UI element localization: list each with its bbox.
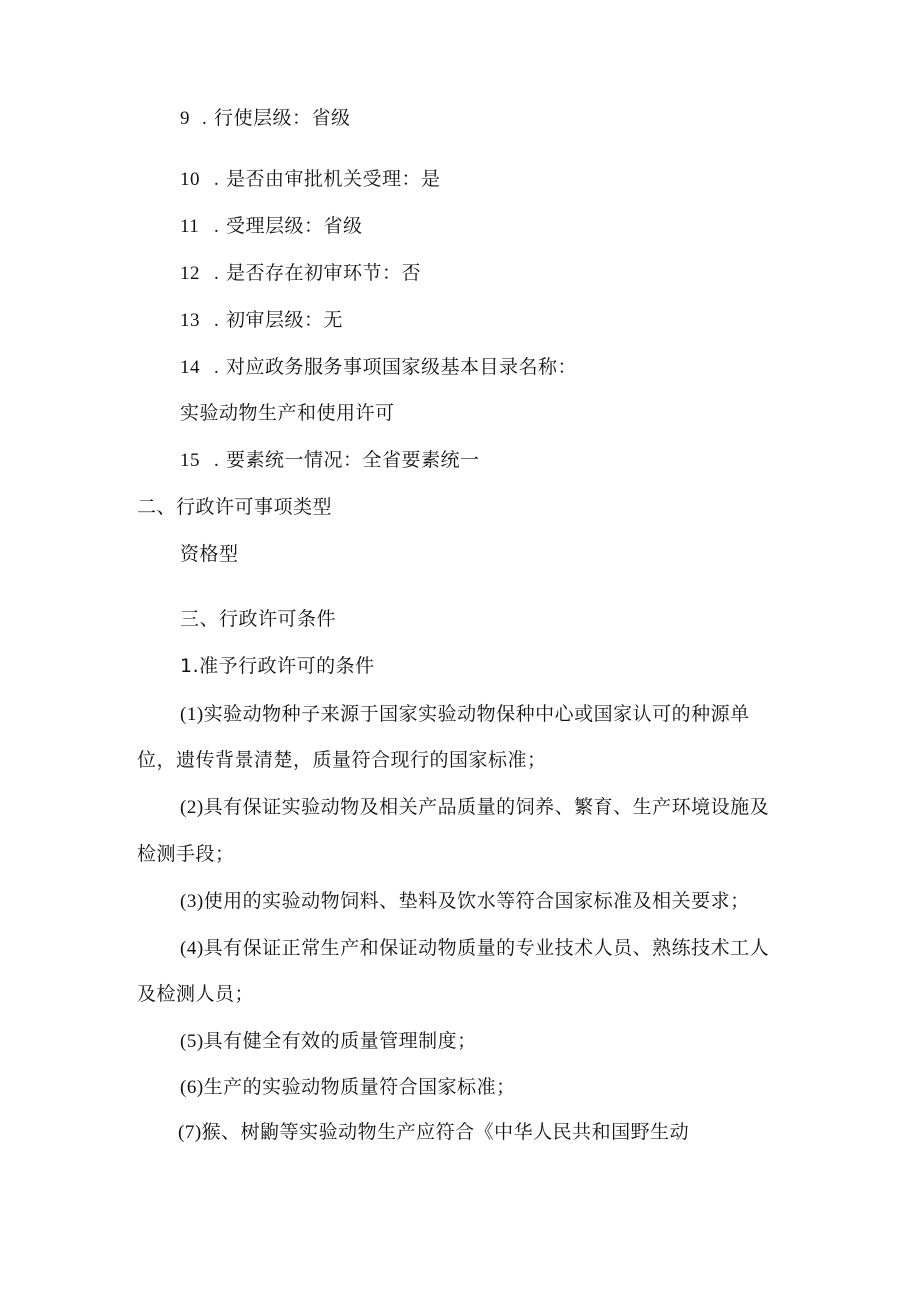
condition-label: (1) bbox=[180, 704, 204, 725]
item-text: 对应政务服务事项国家级基本目录名称： bbox=[226, 356, 578, 378]
condition-2-continuation: 检测手段； bbox=[137, 843, 235, 865]
condition-text: 实验动物种子来源于国家实验动物保种中心或国家认可的种源单 bbox=[203, 703, 750, 725]
condition-4 bbox=[180, 935, 769, 962]
condition-label: (3) bbox=[180, 891, 204, 912]
condition-5 bbox=[180, 1028, 477, 1055]
item-separator: . bbox=[214, 310, 220, 331]
list-item-15 bbox=[180, 447, 480, 474]
item-number: 11 bbox=[180, 216, 200, 237]
condition-text: 猴、树鼩等实验动物生产应符合《中华人民共和国野生动 bbox=[201, 1121, 690, 1143]
condition-4-continuation: 及检测人员； bbox=[137, 983, 255, 1005]
condition-text: 具有保证正常生产和保证动物质量的专业技术人员、熟练技术工人 bbox=[203, 937, 770, 959]
item-separator: . bbox=[214, 357, 220, 378]
list-item-14 bbox=[180, 354, 577, 381]
list-item-9 bbox=[180, 105, 351, 132]
item-text: 要素统一情况：全省要素统一 bbox=[226, 449, 480, 471]
item-number: 12 bbox=[180, 263, 200, 284]
item-number: 14 bbox=[180, 357, 200, 378]
condition-label: (7) bbox=[178, 1122, 202, 1143]
condition-text: 使用的实验动物饲料、垫料及饮水等符合国家标准及相关要求； bbox=[203, 890, 750, 912]
section-2-heading: 二、行政许可事项类型 bbox=[137, 496, 333, 518]
item-text: 是否由审批机关受理：是 bbox=[226, 168, 441, 190]
item-text: 初审层级：无 bbox=[226, 309, 344, 331]
item-number: 9 bbox=[180, 108, 190, 129]
list-item-10 bbox=[180, 166, 441, 193]
item-separator: . bbox=[214, 169, 220, 190]
item-number: 15 bbox=[180, 450, 200, 471]
item-text: 行使层级：省级 bbox=[214, 107, 351, 129]
condition-text: 生产的实验动物质量符合国家标准； bbox=[203, 1076, 516, 1098]
list-item-14-continuation: 实验动物生产和使用许可 bbox=[180, 402, 395, 424]
condition-label: (4) bbox=[180, 938, 204, 959]
condition-6 bbox=[180, 1074, 516, 1101]
condition-label: (5) bbox=[180, 1031, 204, 1052]
section-3-heading: 三、行政许可条件 bbox=[180, 608, 337, 630]
condition-1 bbox=[180, 701, 750, 728]
section-3-subheading: 1.准予行政许可的条件 bbox=[180, 655, 375, 677]
condition-text: 具有健全有效的质量管理制度； bbox=[203, 1030, 477, 1052]
list-item-12 bbox=[180, 260, 421, 287]
condition-7 bbox=[178, 1119, 689, 1146]
item-separator: . bbox=[214, 216, 220, 237]
condition-label: (6) bbox=[180, 1077, 204, 1098]
item-separator: . bbox=[214, 450, 220, 471]
item-number: 10 bbox=[180, 169, 200, 190]
item-text: 受理层级：省级 bbox=[226, 215, 363, 237]
condition-3 bbox=[180, 888, 750, 915]
condition-1-continuation: 位，遗传背景清楚，质量符合现行的国家标准； bbox=[137, 749, 547, 771]
item-text: 是否存在初审环节：否 bbox=[226, 262, 422, 284]
list-item-13 bbox=[180, 307, 343, 334]
item-number: 13 bbox=[180, 310, 200, 331]
item-separator: . bbox=[202, 108, 208, 129]
item-separator: . bbox=[214, 263, 220, 284]
list-item-11 bbox=[180, 213, 363, 240]
condition-2 bbox=[180, 794, 769, 821]
condition-label: (2) bbox=[180, 797, 204, 818]
condition-text: 具有保证实验动物及相关产品质量的饲养、繁育、生产环境设施及 bbox=[203, 796, 770, 818]
section-2-body: 资格型 bbox=[180, 543, 239, 565]
